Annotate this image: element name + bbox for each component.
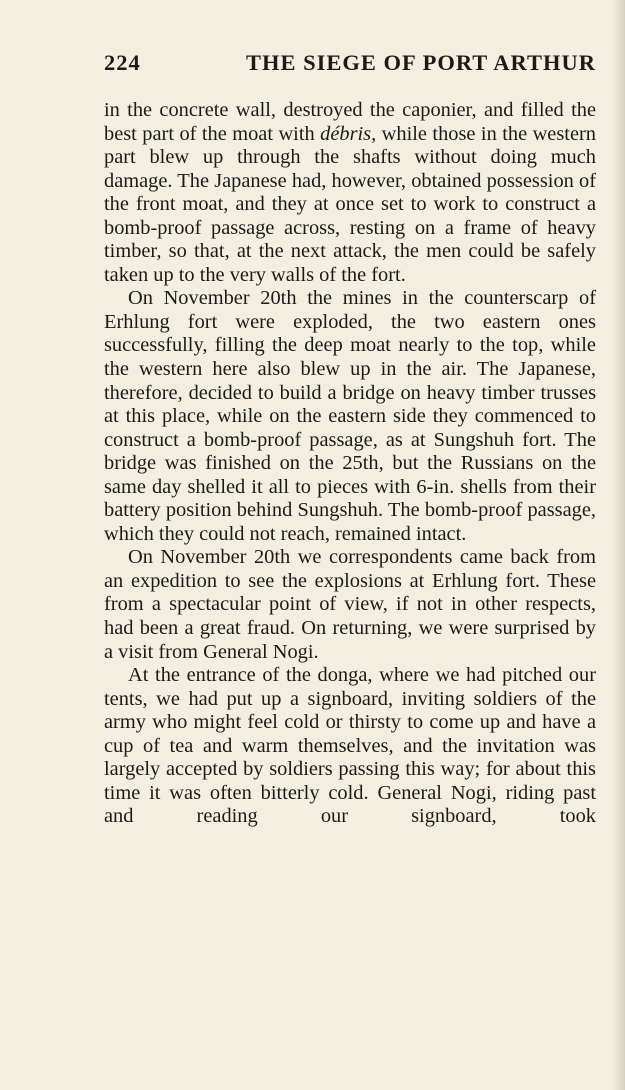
running-title: THE SIEGE OF PORT ARTHUR bbox=[246, 50, 596, 75]
page-number: 224 bbox=[104, 50, 141, 75]
page-edge-shadow bbox=[613, 0, 625, 1090]
paragraph-1-text: in the concrete wall, destroyed the caponier, and filled the best part of the moat with bbox=[104, 99, 596, 145]
paragraph-4: At the entrance of the donga, where we had pitched our tents, we had put up a signboard, inviting soldiers of the army who might feel cold or thirsty to come up and have a cup of tea and warm themselves, and the invitation was largely accepted by soldiers passing this way; for about this time it was often bitterly cold. General Nogi, riding past and reading our signboard, took bbox=[104, 664, 596, 828]
paragraph-3: On November 20th we correspondents came back from an expedition to see the explosions at Erhlung fort. These from a spectacular point of view, if not in other respects, had been a great fraud. On returning, we were surprised by a visit from General Nogi. bbox=[104, 546, 596, 663]
running-head bbox=[104, 50, 596, 76]
paragraph-2: On November 20th the mines in the counterscarp of Erhlung fort were exploded, the two eastern ones successfully, filling the deep moat nearly to the top, while the western here also blew up in the air. The Japanese, therefore, decided to build a bridge on heavy timber trusses at this place, while on the eastern side they commenced to construct a bomb-proof passage, as at Sungshuh fort. The bridge was finished on the 25th, but the Russians on the same day shelled it all to pieces with 6-in. shells from their battery position behind Sungshuh. The bomb-proof passage, which they could not reach, remained intact. bbox=[104, 287, 596, 545]
italic-word: débris bbox=[320, 122, 372, 145]
paragraph-1-text-cont: , while those in the western part blew up through the shafts without doing much damage. The Japanese had, however, obtained possession of the front moat, and they at once set to work to construct a bomb-proof passage across, resting on a frame of heavy timber, so that, at the next attack, the men could be safely taken up to the very walls of the fort. bbox=[104, 122, 596, 286]
body-text bbox=[104, 99, 596, 829]
paragraph-1 bbox=[104, 99, 596, 287]
